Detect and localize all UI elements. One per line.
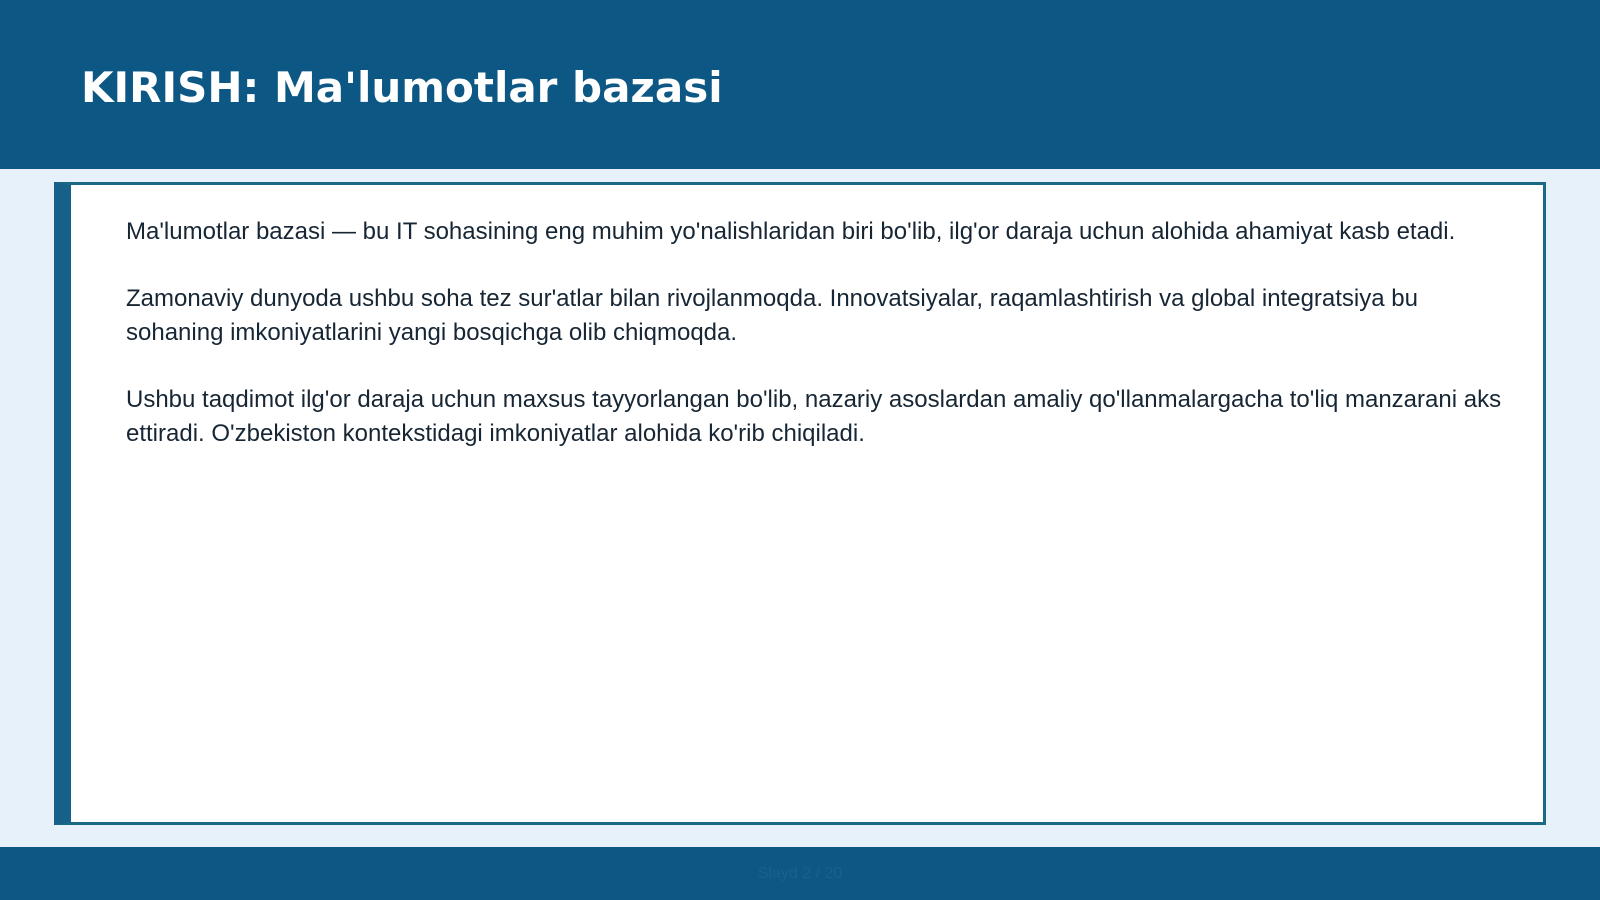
paragraph-3: Ushbu taqdimot ilg'or daraja uchun maxsus tayyorlangan bo'lib, nazariy asoslardan amaliy qo'llanmalargacha to'liq manzarani aks ettiradi. O'zbekiston kontekstidagi imkoniyatlar alohida ko'rib chiqiladi. [126,386,1502,447]
slide-number: Slayd 2 / 20 [757,865,843,882]
paragraph-2: Zamonaviy dunyoda ushbu soha tez sur'atlar bilan rivojlanmoqda. Innovatsiyalar, raqamlashtirish va global integratsiya bu sohaning imkoniyatlarini yangi bosqichga olib chiqmoqda. [126,285,1418,346]
slide-title: KIRISH: Ma'lumotlar bazasi [81,63,723,112]
paragraph-1: Ma'lumotlar bazasi — bu IT sohasining eng muhim yo'nalishlaridan biri bo'lib, ilg'or daraja uchun alohida ahamiyat kasb etadi. [126,218,1456,245]
slide-header [0,0,1600,169]
content-text [126,215,1506,484]
slide-footer [0,847,1600,900]
content-card [54,182,1546,825]
